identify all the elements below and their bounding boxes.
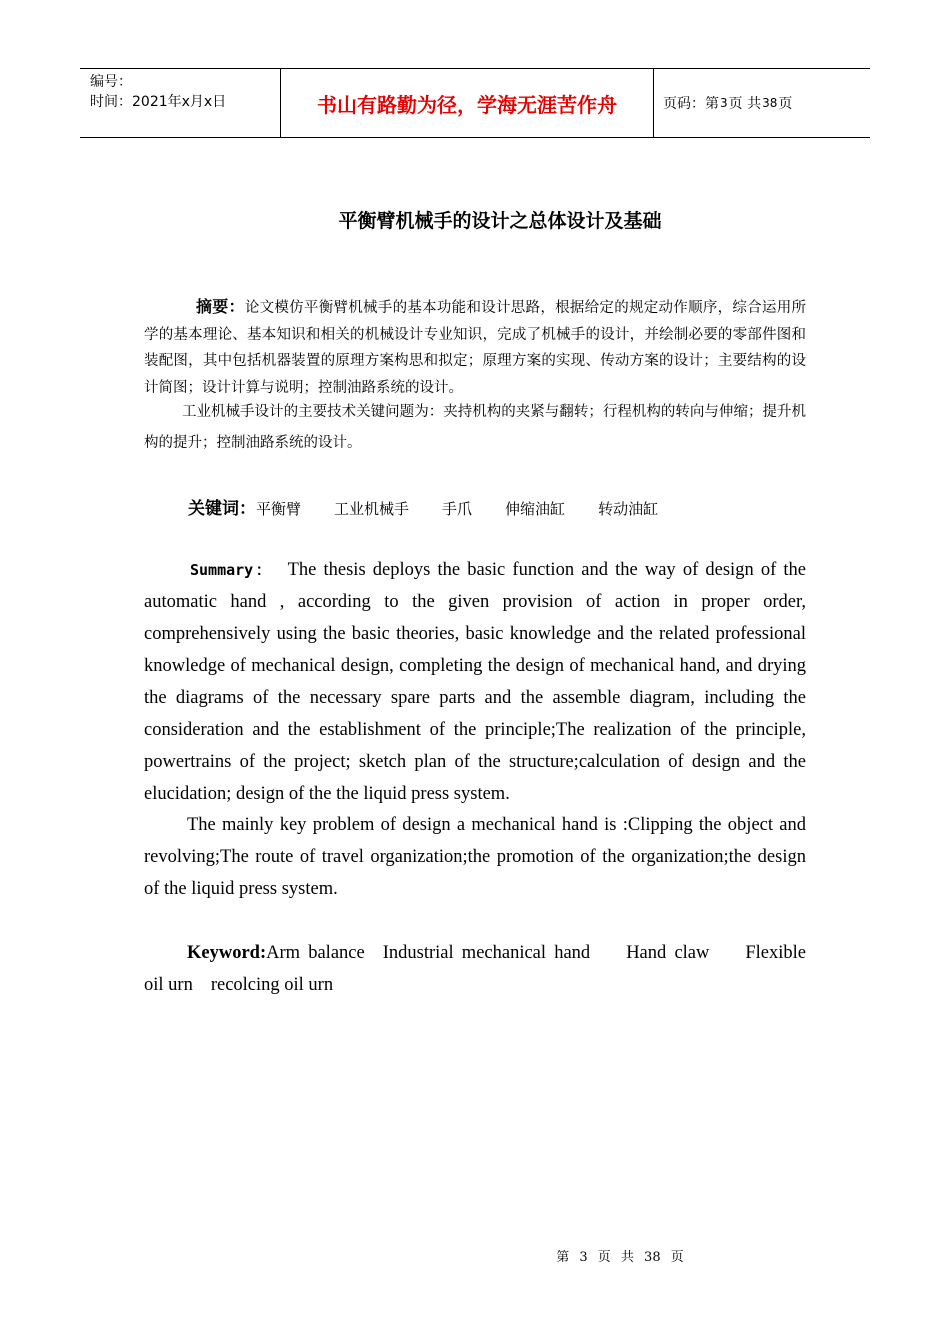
abstract-label: 摘要：	[196, 297, 245, 316]
header-page-number	[654, 69, 870, 137]
keyword-cn: 伸缩油缸	[505, 500, 566, 518]
abstract-cn-paragraph-2: 工业机械手设计的主要技术关键问题为：夹持机构的夹紧与翻转；行程机构的转向与伸缩；提升机构的提升；控制油路系统的设计。	[144, 404, 806, 451]
page-footer: 第 3 页 共 38 页	[556, 1250, 684, 1265]
page-mid: 页 共	[728, 96, 762, 112]
keyword-cn: 平衡臂	[256, 500, 302, 518]
document-title: 平衡臂机械手的设计之总体设计及基础	[338, 210, 662, 232]
number-label: 编号：	[90, 74, 132, 90]
keyword-cn: 转动油缸	[598, 500, 659, 518]
keyword-en: recolcing oil urn	[210, 975, 334, 995]
page-current: 3	[720, 96, 728, 110]
keywords-en	[144, 937, 806, 1001]
keyword-en: Hand claw	[626, 943, 710, 963]
keyword-cn: 工业机械手	[334, 500, 410, 518]
summary-label: Summary：	[190, 561, 274, 579]
keywords-en-label: Keyword:	[187, 943, 267, 963]
keyword-en: Industrial mechanical hand	[382, 943, 591, 963]
abstract-cn	[144, 294, 806, 401]
abstract-paragraph-1: 论文模仿平衡臂机械手的基本功能和设计思路，根据给定的规定动作顺序，综合运用所学的基本理论、基本知识和相关的机械设计专业知识，完成了机械手的设计，并绘制必要的零部件图和装配图，其中包括机器装置的原理方案构思和拟定；原理方案的实现、传动方案的设计；主要结构的设计简图；设计计算与说明；控制油路系统的设计。	[144, 300, 806, 396]
header-motto: 书山有路勤为径，学海无涯苦作舟	[281, 69, 654, 137]
summary-paragraph-2: The mainly key problem of design a mechanical hand is :Clipping the object and revolving;The route of travel organization;the promotion of the organization;the design of the liquid press system.	[144, 815, 806, 899]
page-suffix: 页	[778, 96, 793, 112]
keywords-cn-label: 关键词：	[188, 499, 256, 519]
page-header	[80, 68, 870, 138]
keyword-cn: 手爪	[442, 500, 473, 518]
header-meta	[80, 69, 281, 137]
keywords-cn	[188, 494, 691, 519]
summary-paragraph-1: The thesis deploys the basic function and the way of design of the automatic hand , according to the given provision of action in proper order, comprehensively using the basic theories, basic knowledge and the related professional knowledge of mechanical design, completing the design of mechanical hand, and drying the diagrams of the necessary spare parts and the assemble diagram, including the consideration and the establishment of the principle;The realization of the principle, powertrains of the project; sketch plan of the structure;calculation of design and the elucidation; design of the the liquid press system.	[144, 560, 807, 804]
date-label: 时间：2021年x月x日	[90, 94, 227, 110]
page-prefix: 页码：第	[663, 96, 719, 112]
keyword-en: Flexible oil urn	[144, 943, 807, 995]
summary-en	[144, 554, 806, 810]
page-total: 38	[762, 96, 778, 110]
keyword-en: Arm balance	[266, 943, 365, 963]
